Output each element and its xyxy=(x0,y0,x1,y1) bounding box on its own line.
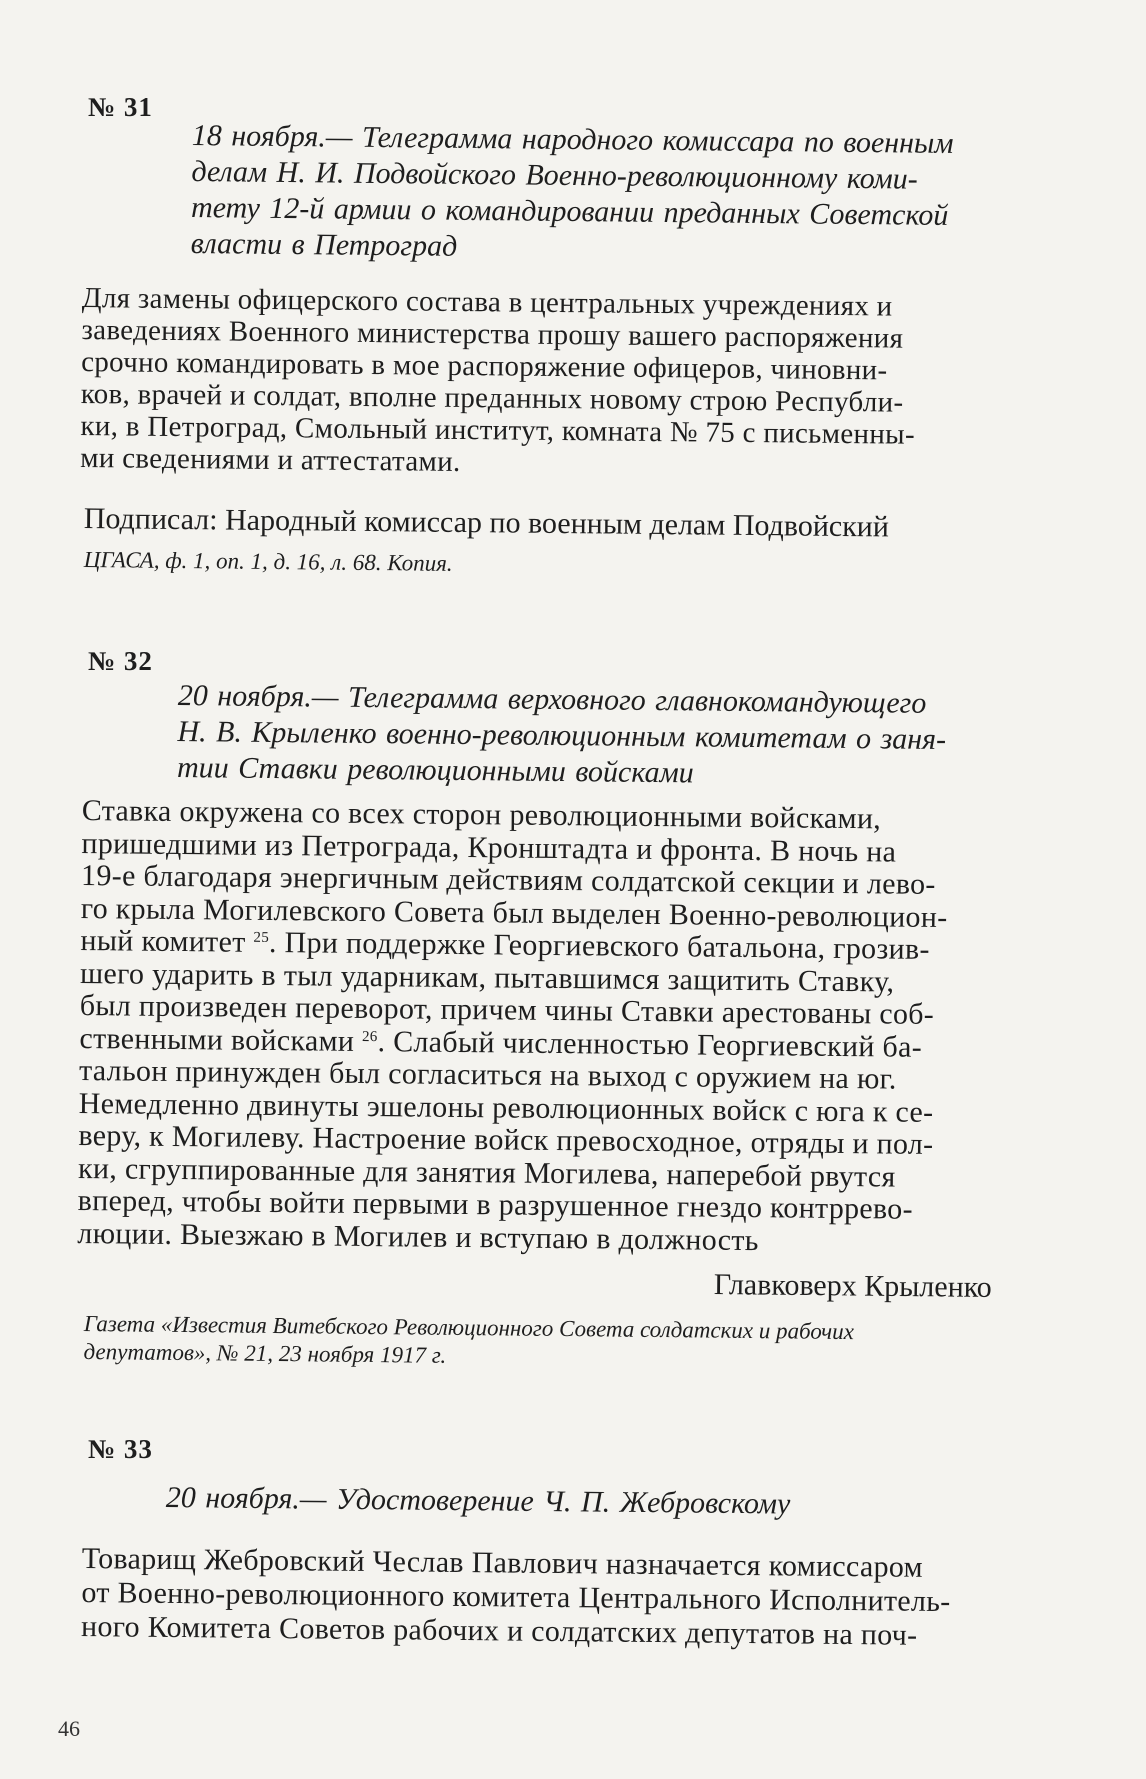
doc31-title-line: власти в Петроград xyxy=(190,226,458,263)
doc33-body-line: от Военно-революционного комитета Центрального Исполнитель- xyxy=(81,1575,951,1619)
doc32-body-segment: . Слабый численностью Георгиевский ба- xyxy=(377,1024,923,1064)
doc32-body-line: Ставка окружена со всех сторон революционными войсками, xyxy=(81,794,882,836)
doc32-body-segment: . При поддержке Георгиевского батальона, грозив- xyxy=(268,925,930,966)
doc33-body-line: ного Комитета Советов рабочих и солдатских депутатов на поч- xyxy=(80,1609,918,1652)
doc31-title xyxy=(190,118,1061,271)
doc32-body-line: люции. Выезжаю в Могилев и вступаю в должность xyxy=(77,1216,759,1257)
doc32-title xyxy=(177,678,1058,795)
doc31-body-line: ми сведениями и аттестатами. xyxy=(79,441,461,478)
footnote-ref-26[interactable]: 26 xyxy=(361,1028,378,1045)
doc32-body-line: ки, сгруппированные для занятия Могилева, наперебой рвутся xyxy=(77,1151,896,1194)
doc32-body xyxy=(77,795,1062,1260)
doc32-number: № 32 xyxy=(88,646,153,676)
doc31-signed: Подписал: Народный комиссар по военным делам Подвойский xyxy=(83,502,890,544)
doc33-body xyxy=(81,1542,1062,1654)
doc32-source-line: депутатов», № 21, 23 ноября 1917 г. xyxy=(83,1338,447,1368)
doc31-body-line: срочно командировать в мое распоряжение офицеров, чиновни- xyxy=(80,345,888,387)
doc31-number: № 31 xyxy=(88,92,153,122)
doc32-body-line: Немедленно двинуты эшелоны революционных войск с юга к се- xyxy=(78,1086,934,1129)
doc32-body-line: 19-е благодаря энергичным действиям солдатской секции и лево- xyxy=(80,858,936,901)
doc32-source xyxy=(83,1310,854,1374)
doc32-title-line: Н. В. Крыленко военно-революционным комитетам о заня- xyxy=(177,714,947,757)
doc32-body-line: тальон принужден был согласиться на выход с оружием на юг. xyxy=(78,1053,897,1096)
footnote-ref-25[interactable]: 25 xyxy=(253,929,270,946)
doc32-body-line: шего ударить в тыл ударникам, пытавшимся защитить Ставку, xyxy=(79,956,895,999)
doc32-title-line: 20 ноября.— Телеграмма верховного главнокомандующего xyxy=(177,678,927,720)
doc31-title-line: делам Н. И. Подвойского Военно-революционному коми- xyxy=(191,154,918,196)
doc32-signature: Главковерх Крыленко xyxy=(713,1268,992,1304)
doc31-title-line: тету 12-й армии о командировании преданных Советской xyxy=(190,190,949,232)
doc32-body-line: вперед, чтобы войти первыми в разрушенное гнездо контррево- xyxy=(77,1183,914,1226)
doc33-title: 20 ноября.— Удостоверение Ч. П. Жебровскому xyxy=(165,1481,791,1521)
doc31-body-line: заведениях Военного министерства прошу вашего распоряжения xyxy=(81,313,904,355)
doc33-body-line: Товарищ Жебровский Чеслав Павлович назначается комиссаром xyxy=(81,1542,924,1584)
doc32-title-line: тии Ставки революционными войсками xyxy=(176,750,694,790)
doc32-body-line: веру, к Могилеву. Настроение войск превосходное, отряды и пол- xyxy=(78,1118,934,1161)
doc31-source: ЦГАСА, ф. 1, оп. 1, д. 16, л. 68. Копия. xyxy=(83,546,453,576)
doc31-body-line: ки, в Петроград, Смольный институт, комната № 75 с письменны- xyxy=(80,409,916,451)
doc32-body-line: го крыла Могилевского Совета был выделен Военно-революцион- xyxy=(80,891,948,934)
doc32-body-line: пришедшими из Петрограда, Кронштадта и фронта. В ночь на xyxy=(81,826,897,869)
doc33-number: № 33 xyxy=(88,1434,153,1464)
doc32-body-segment: ственными войсками xyxy=(79,1021,355,1058)
page-number: 46 xyxy=(58,1716,80,1741)
doc32-source-line: Газета «Известия Витебского Революционного Совета солдатских и рабочих xyxy=(83,1311,855,1345)
doc31-body-line: Для замены офицерского состава в центральных учреждениях и xyxy=(81,282,893,323)
doc32-body-segment: ный комитет xyxy=(80,923,246,959)
doc32-body-line: был произведен переворот, причем чины Ставки арестованы соб- xyxy=(79,988,935,1031)
doc31-body xyxy=(80,282,1062,484)
doc31-title-line: 18 ноября.— Телеграмма народного комиссара по военным xyxy=(191,118,954,160)
doc31-body-line: ков, врачей и солдат, вполне преданных новому строю Республи- xyxy=(80,377,904,419)
